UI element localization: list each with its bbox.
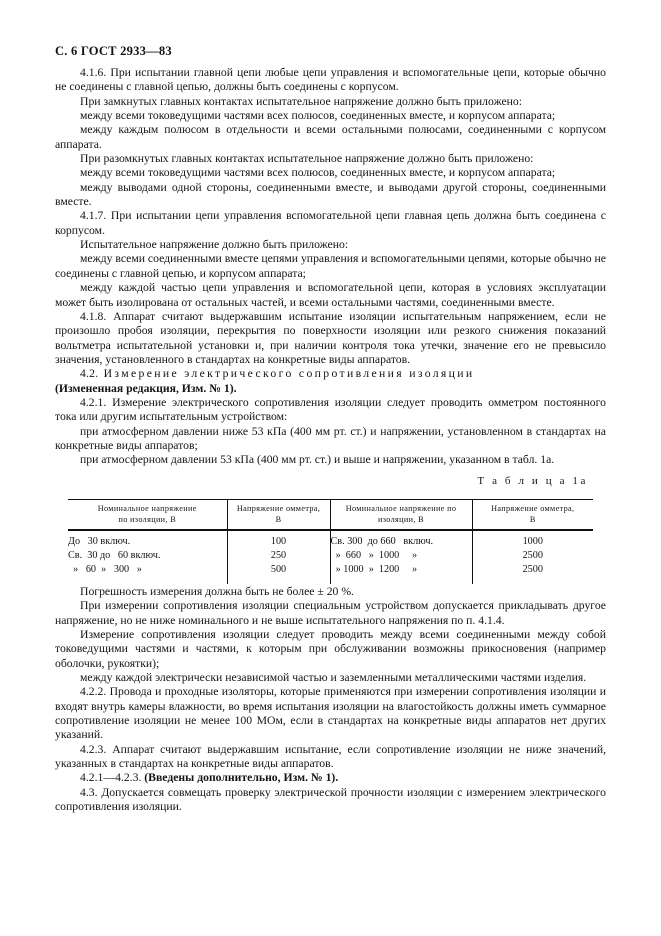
section-heading-4-2 <box>55 367 606 381</box>
paragraph-test-voltage-intro: Испытательное напряжение должно быть приложено: <box>80 238 349 252</box>
document-body-upper <box>55 66 606 488</box>
paragraph-measurement-error: Погрешность измерения должна быть не более ± 20 %. <box>80 585 354 598</box>
paragraph-4-1-8: 4.1.8. Аппарат считают выдержавшим испытание изоляции испытательным напряжением, если не произошло пробоя изоляции, перекрытия по поверхности изоляции или резкого снижения показаний вольтметра испытательной установки и, при наличии контроля тока утечки, значение его не превысило значения, установленного в стандартах на конкретные виды аппаратов. <box>55 309 606 366</box>
table-header-row <box>68 500 593 531</box>
paragraph-open-item-1: между всеми токоведущими частями всех полюсов, соединенных вместе, и корпусом аппарата; <box>80 166 556 180</box>
section-heading-4-2-text: Измерение электрического сопротивления изоляции <box>103 367 475 381</box>
paragraph-pressure-below-53: при атмосферном давлении ниже 53 кПа (400 мм рт. ст.) и напряжении, установленном в стандартах на конкретные виды аппаратов; <box>55 424 606 452</box>
table-1a <box>68 499 593 584</box>
document-body-lower <box>55 585 606 815</box>
paragraph-control-item-2: между каждой частью цепи управления и вспомогательной цепи, которая в условиях эксплуатации может быть изолирована от остальных частей, и всеми остальными частями, соединенными вместе. <box>55 281 606 309</box>
table-cell-nominal-voltage-low: До 30 включ. Св. 30 до 60 включ. » 60 » 300 » <box>68 536 161 576</box>
table-cell-ohmmeter-voltage-low: 100 250 500 <box>227 530 330 584</box>
revision-note-label: (Введены дополнительно, Изм. № 1). <box>144 771 339 785</box>
table-body-row <box>68 530 593 584</box>
table-header-cell-2: Напряжение омметра, В <box>227 500 330 531</box>
revision-note-4-2: (Измененная редакция, Изм. № 1). <box>55 381 237 395</box>
table-1a-wrapper <box>68 499 593 584</box>
paragraph-measurement-between-parts: Измерение сопротивления изоляции следует проводить между всеми соединенными между собой токоведущими частями и частями, к которым при обслуживании возможны прикосновения (например оболочки, рукоятки); <box>55 628 606 670</box>
paragraph-independent-part: между каждой электрически независимой частью и заземленными металлическими частями изделия. <box>80 671 587 685</box>
paragraph-4-1-6: 4.1.6. При испытании главной цепи любые цепи управления и вспомогательные цепи, которые обычно не соединены с главной цепью, должны быть соединены с корпусом. <box>55 66 606 94</box>
paragraph-closed-item-1: между всеми токоведущими частями всех полюсов, соединенных вместе, и корпусом аппарата; <box>80 109 556 123</box>
paragraph-closed-contacts-intro: При замкнутых главных контактах испытательное напряжение должно быть приложено: <box>80 94 523 108</box>
paragraph-special-device: При измерении сопротивления изоляции специальным устройством допускается прикладывать другое напряжение, но не ниже номинального и не выше испытательного напряжения по п. 4.1.4. <box>55 599 606 627</box>
revision-note-range: 4.2.1—4.2.3. <box>80 771 142 785</box>
section-heading-4-2-number: 4.2. <box>80 367 99 381</box>
paragraph-open-contacts-intro: При разомкнутых главных контактах испытательное напряжение должно быть приложено: <box>80 152 534 166</box>
table-caption: Т а б л и ц а 1а <box>477 474 588 487</box>
paragraph-4-2-2: 4.2.2. Провода и проходные изоляторы, которые применяются при измерении сопротивления изоляции и входят внутрь камеры влажности, во время испытания изоляции на влагостойкость должны иметь суммарное сопротивление изоляции не менее 100 МОм, если в стандартах на конкретные виды аппаратов нет других указаний. <box>55 685 606 742</box>
revision-note-4-2-1-4-2-3 <box>55 771 606 785</box>
paragraph-4-3: 4.3. Допускается совмещать проверку электрической прочности изоляции с измерением электрического сопротивления изоляции. <box>55 785 606 814</box>
paragraph-4-2-1: 4.2.1. Измерение электрического сопротивления изоляции следует проводить омметром постоянного тока или другим испытательным устройством: <box>55 395 606 424</box>
page-header: С. 6 ГОСТ 2933—83 <box>55 44 172 58</box>
table-cell-ohmmeter-voltage-high: 1000 2500 2500 <box>472 530 593 584</box>
paragraph-4-1-7: 4.1.7. При испытании цепи управления вспомогательной цепи главная цепь должна быть соединена с корпусом. <box>55 209 606 237</box>
paragraph-pressure-above-53: при атмосферном давлении 53 кПа (400 мм рт. ст.) и выше и напряжении, указанном в табл. 1а. <box>80 453 555 467</box>
table-header-cell-1: Номинальное напряжение по изоляции, В <box>68 500 227 531</box>
table-cell-nominal-voltage-high: Св. 300 до 660 включ. » 660 » 1000 » » 1000 » 1200 » <box>330 530 472 584</box>
paragraph-open-item-2: между выводами одной стороны, соединенными вместе, и выводами другой стороны, соединенными вместе. <box>55 180 606 209</box>
paragraph-closed-item-2: между каждым полюсом в отдельности и всеми остальными полюсами, соединенными с корпусом аппарата. <box>55 123 606 151</box>
table-header-cell-3: Номинальное напряжение по изоляции, В <box>330 500 472 531</box>
paragraph-4-2-3: 4.2.3. Аппарат считают выдержавшим испытание, если сопротивление изоляции не ниже значений, указанных в стандартах на конкретные виды аппаратов. <box>55 742 606 771</box>
paragraph-control-item-1: между всеми соединенными вместе цепями управления и вспомогательными цепями, которые обычно не соединены с главной цепью, и корпусом аппарата; <box>55 252 606 280</box>
table-header-cell-4: Напряжение омметра, В <box>472 500 593 531</box>
